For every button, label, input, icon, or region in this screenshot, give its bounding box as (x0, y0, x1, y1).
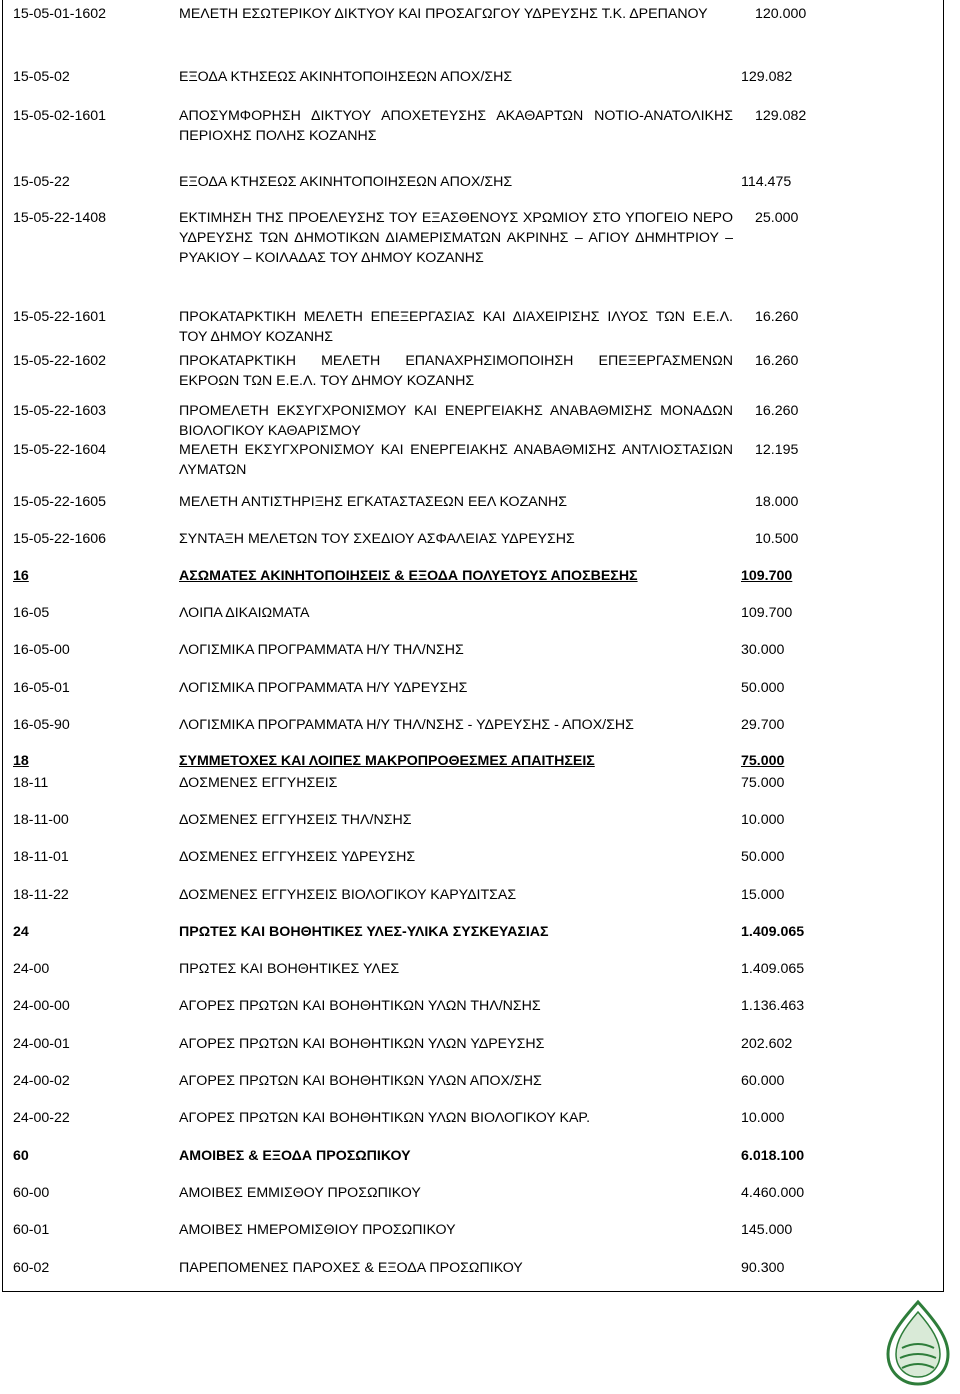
account-code: 18-11 (13, 775, 49, 791)
account-code: 15-05-02-1601 (13, 108, 107, 124)
account-code: 24 (13, 924, 29, 940)
account-amount: 1.409.065 (741, 924, 805, 940)
account-description: ΑΓΟΡΕΣ ΠΡΩΤΩΝ ΚΑΙ ΒΟΗΘΗΤΙΚΩΝ ΥΛΩΝ ΒΙΟΛΟΓΙΚΟΥ ΚΑΡ. (179, 1110, 591, 1126)
account-description: ΑΜΟΙΒΕΣ ΗΜΕΡΟΜΙΣΘΙΟΥ ΠΡΟΣΩΠΙΚΟΥ (179, 1222, 456, 1238)
account-code: 15-05-22 (13, 174, 70, 190)
account-code: 15-05-22-1408 (13, 210, 107, 226)
account-code: 24-00-01 (13, 1036, 70, 1052)
account-code: 15-05-22-1602 (13, 353, 107, 369)
account-description: ΑΜΟΙΒΕΣ & ΕΞΟΔΑ ΠΡΟΣΩΠΙΚΟΥ (179, 1148, 411, 1164)
account-amount: 16.260 (755, 309, 799, 325)
account-code: 60-01 (13, 1222, 50, 1238)
account-amount: 6.018.100 (741, 1148, 805, 1164)
account-description: ΛΟΓΙΣΜΙΚΑ ΠΡΟΓΡΑΜΜΑΤΑ Η/Υ ΤΗΛ/ΝΣΗΣ (179, 642, 464, 658)
account-amount: 18.000 (755, 494, 799, 510)
account-code: 60 (13, 1148, 29, 1164)
account-description: ΔΟΣΜΕΝΕΣ ΕΓΓΥΗΣΕΙΣ (179, 775, 338, 791)
account-description: ΕΞΟΔΑ ΚΤΗΣΕΩΣ ΑΚΙΝΗΤΟΠΟΙΗΣΕΩΝ ΑΠΟΧ/ΣΗΣ (179, 69, 513, 85)
account-code: 15-05-22-1605 (13, 494, 107, 510)
account-description: ΣΥΝΤΑΞΗ ΜΕΛΕΤΩΝ ΤΟΥ ΣΧΕΔΙΟΥ ΑΣΦΑΛΕΙΑΣ ΥΔΡΕΥΣΗΣ (179, 531, 575, 547)
account-amount: 16.260 (755, 403, 799, 419)
account-code: 18-11-22 (13, 887, 69, 903)
account-amount: 50.000 (741, 849, 785, 865)
account-description: ΠΡΟΚΑΤΑΡΚΤΙΚΗ ΜΕΛΕΤΗ ΕΠΑΝΑΧΡΗΣΙΜΟΠΟΙΗΣΗ ΕΠΕΞΕΡΓΑΣΜΕΝΩΝ ΕΚΡΟΩΝ ΤΩΝ Ε.Ε.Λ. ΤΟΥ ΔΗΜΟΥ ΚΟΖΑΝΗΣ (179, 353, 733, 389)
account-description: ΜΕΛΕΤΗ ΕΚΣΥΓΧΡΟΝΙΣΜΟΥ ΚΑΙ ΕΝΕΡΓΕΙΑΚΗΣ ΑΝΑΒΑΘΜΙΣΗΣ ΑΝΤΛΙΟΣΤΑΣΙΩΝ ΛΥΜΑΤΩΝ (179, 442, 733, 478)
account-amount: 1.409.065 (741, 961, 805, 977)
account-amount: 4.460.000 (741, 1185, 805, 1201)
account-amount: 50.000 (741, 680, 785, 696)
account-amount: 10.000 (741, 812, 785, 828)
account-code: 18-11-00 (13, 812, 69, 828)
document-table (2, 0, 944, 1292)
account-code: 15-05-22-1604 (13, 442, 107, 458)
account-description: ΛΟΓΙΣΜΙΚΑ ΠΡΟΓΡΑΜΜΑΤΑ Η/Υ ΤΗΛ/ΝΣΗΣ - ΥΔΡΕΥΣΗΣ - ΑΠΟΧ/ΣΗΣ (179, 717, 634, 733)
account-description: ΑΣΩΜΑΤΕΣ ΑΚΙΝΗΤΟΠΟΙΗΣΕΙΣ & ΕΞΟΔΑ ΠΟΛΥΕΤΟΥΣ ΑΠΟΣΒΕΣΗΣ (179, 568, 638, 584)
account-code: 18 (13, 753, 29, 769)
account-code: 15-05-01-1602 (13, 6, 107, 22)
account-amount: 25.000 (755, 210, 799, 226)
account-code: 16-05 (13, 605, 50, 621)
account-code: 60-00 (13, 1185, 50, 1201)
account-amount: 120.000 (755, 6, 807, 22)
account-amount: 114.475 (741, 174, 792, 190)
account-code: 24-00-22 (13, 1110, 70, 1126)
account-description: ΛΟΙΠΑ ΔΙΚΑΙΩΜΑΤΑ (179, 605, 310, 621)
account-amount: 60.000 (741, 1073, 785, 1089)
account-description: ΑΓΟΡΕΣ ΠΡΩΤΩΝ ΚΑΙ ΒΟΗΘΗΤΙΚΩΝ ΥΛΩΝ ΥΔΡΕΥΣΗΣ (179, 1036, 545, 1052)
account-description: ΔΟΣΜΕΝΕΣ ΕΓΓΥΗΣΕΙΣ ΒΙΟΛΟΓΙΚΟΥ ΚΑΡΥΔΙΤΣΑΣ (179, 887, 517, 903)
account-amount: 109.700 (741, 568, 793, 584)
account-description: ΔΟΣΜΕΝΕΣ ΕΓΓΥΗΣΕΙΣ ΥΔΡΕΥΣΗΣ (179, 849, 416, 865)
account-amount: 10.000 (741, 1110, 785, 1126)
account-description: ΕΞΟΔΑ ΚΤΗΣΕΩΣ ΑΚΙΝΗΤΟΠΟΙΗΣΕΩΝ ΑΠΟΧ/ΣΗΣ (179, 174, 513, 190)
account-description: ΠΡΟΜΕΛΕΤΗ ΕΚΣΥΓΧΡΟΝΙΣΜΟΥ ΚΑΙ ΕΝΕΡΓΕΙΑΚΗΣ ΑΝΑΒΑΘΜΙΣΗΣ ΜΟΝΑΔΩΝ ΒΙΟΛΟΓΙΚΟΥ ΚΑΘΑΡΙΣΜΟΥ (179, 403, 733, 439)
account-code: 24-00-02 (13, 1073, 70, 1089)
account-amount: 30.000 (741, 642, 785, 658)
account-code: 16-05-00 (13, 642, 70, 658)
account-amount: 202.602 (741, 1036, 793, 1052)
account-code: 18-11-01 (13, 849, 69, 865)
account-code: 15-05-22-1601 (13, 309, 107, 325)
account-code: 24-00-00 (13, 998, 70, 1014)
account-amount: 12.195 (755, 442, 799, 458)
account-code: 16-05-90 (13, 717, 70, 733)
account-description: ΠΡΟΚΑΤΑΡΚΤΙΚΗ ΜΕΛΕΤΗ ΕΠΕΞΕΡΓΑΣΙΑΣ ΚΑΙ ΔΙΑΧΕΙΡΙΣΗΣ ΙΛΥΟΣ ΤΩΝ Ε.Ε.Λ. ΤΟΥ ΔΗΜΟΥ ΚΟΖΑΝΗΣ (179, 309, 733, 345)
account-amount: 129.082 (755, 108, 807, 124)
account-amount: 75.000 (741, 753, 785, 769)
account-code: 15-05-22-1603 (13, 403, 107, 419)
account-description: ΣΥΜΜΕΤΟΧΕΣ ΚΑΙ ΛΟΙΠΕΣ ΜΑΚΡΟΠΡΟΘΕΣΜΕΣ ΑΠΑΙΤΗΣΕΙΣ (179, 753, 595, 769)
account-description: ΜΕΛΕΤΗ ΑΝΤΙΣΤΗΡΙΞΗΣ ΕΓΚΑΤΑΣΤΑΣΕΩΝ ΕΕΛ ΚΟΖΑΝΗΣ (179, 494, 567, 510)
account-code: 16-05-01 (13, 680, 70, 696)
account-code: 24-00 (13, 961, 50, 977)
account-amount: 90.300 (741, 1260, 785, 1276)
account-description: ΑΓΟΡΕΣ ΠΡΩΤΩΝ ΚΑΙ ΒΟΗΘΗΤΙΚΩΝ ΥΛΩΝ ΑΠΟΧ/ΣΗΣ (179, 1073, 542, 1089)
water-utility-stamp-icon (880, 1298, 956, 1388)
account-code: 60-02 (13, 1260, 50, 1276)
account-code: 16 (13, 568, 29, 584)
account-amount: 145.000 (741, 1222, 793, 1238)
account-description: ΠΑΡΕΠΟΜΕΝΕΣ ΠΑΡΟΧΕΣ & ΕΞΟΔΑ ΠΡΟΣΩΠΙΚΟΥ (179, 1260, 523, 1276)
account-description: ΛΟΓΙΣΜΙΚΑ ΠΡΟΓΡΑΜΜΑΤΑ Η/Υ ΥΔΡΕΥΣΗΣ (179, 680, 468, 696)
account-description: ΑΜΟΙΒΕΣ ΕΜΜΙΣΘΟΥ ΠΡΟΣΩΠΙΚΟΥ (179, 1185, 421, 1201)
account-code: 15-05-02 (13, 69, 70, 85)
account-code: 15-05-22-1606 (13, 531, 107, 547)
account-description: ΔΟΣΜΕΝΕΣ ΕΓΓΥΗΣΕΙΣ ΤΗΛ/ΝΣΗΣ (179, 812, 412, 828)
account-amount: 10.500 (755, 531, 799, 547)
account-amount: 15.000 (741, 887, 785, 903)
account-description: ΑΓΟΡΕΣ ΠΡΩΤΩΝ ΚΑΙ ΒΟΗΘΗΤΙΚΩΝ ΥΛΩΝ ΤΗΛ/ΝΣΗΣ (179, 998, 541, 1014)
account-description: ΑΠΟΣΥΜΦΟΡΗΣΗ ΔΙΚΤΥΟΥ ΑΠΟΧΕΤΕΥΣΗΣ ΑΚΑΘΑΡΤΩΝ ΝΟΤΙΟ-ΑΝΑΤΟΛΙΚΗΣ ΠΕΡΙΟΧΗΣ ΠΟΛΗΣ ΚΟΖΑΝΗΣ (179, 108, 733, 144)
account-amount: 109.700 (741, 605, 793, 621)
account-amount: 16.260 (755, 353, 799, 369)
account-description: ΕΚΤΙΜΗΣΗ ΤΗΣ ΠΡΟΕΛΕΥΣΗΣ ΤΟΥ ΕΞΑΣΘΕΝΟΥΣ ΧΡΩΜΙΟΥ ΣΤΟ ΥΠΟΓΕΙΟ ΝΕΡΟ ΥΔΡΕΥΣΗΣ ΤΩΝ ΔΗΜΟΤΙΚΩΝ ΔΙΑΜΕΡΙΣΜΑΤΩΝ ΑΚΡΙΝΗΣ – ΑΓΙΟΥ ΔΗΜΗΤΡΙΟΥ – ΡΥΑΚΙΟΥ – ΚΟΙΛΑΔΑΣ ΤΟΥ ΔΗΜΟΥ ΚΟΖΑΝΗΣ (179, 210, 733, 266)
account-description: ΠΡΩΤΕΣ ΚΑΙ ΒΟΗΘΗΤΙΚΕΣ ΥΛΕΣ-ΥΛΙΚΑ ΣΥΣΚΕΥΑΣΙΑΣ (179, 924, 549, 940)
account-amount: 1.136.463 (741, 998, 805, 1014)
account-amount: 129.082 (741, 69, 793, 85)
account-amount: 29.700 (741, 717, 785, 733)
account-description: ΜΕΛΕΤΗ ΕΣΩΤΕΡΙΚΟΥ ΔΙΚΤΥΟΥ ΚΑΙ ΠΡΟΣΑΓΩΓΟΥ ΥΔΡΕΥΣΗΣ Τ.Κ. ΔΡΕΠΑΝΟΥ (179, 6, 708, 22)
account-amount: 75.000 (741, 775, 785, 791)
account-description: ΠΡΩΤΕΣ ΚΑΙ ΒΟΗΘΗΤΙΚΕΣ ΥΛΕΣ (179, 961, 400, 977)
